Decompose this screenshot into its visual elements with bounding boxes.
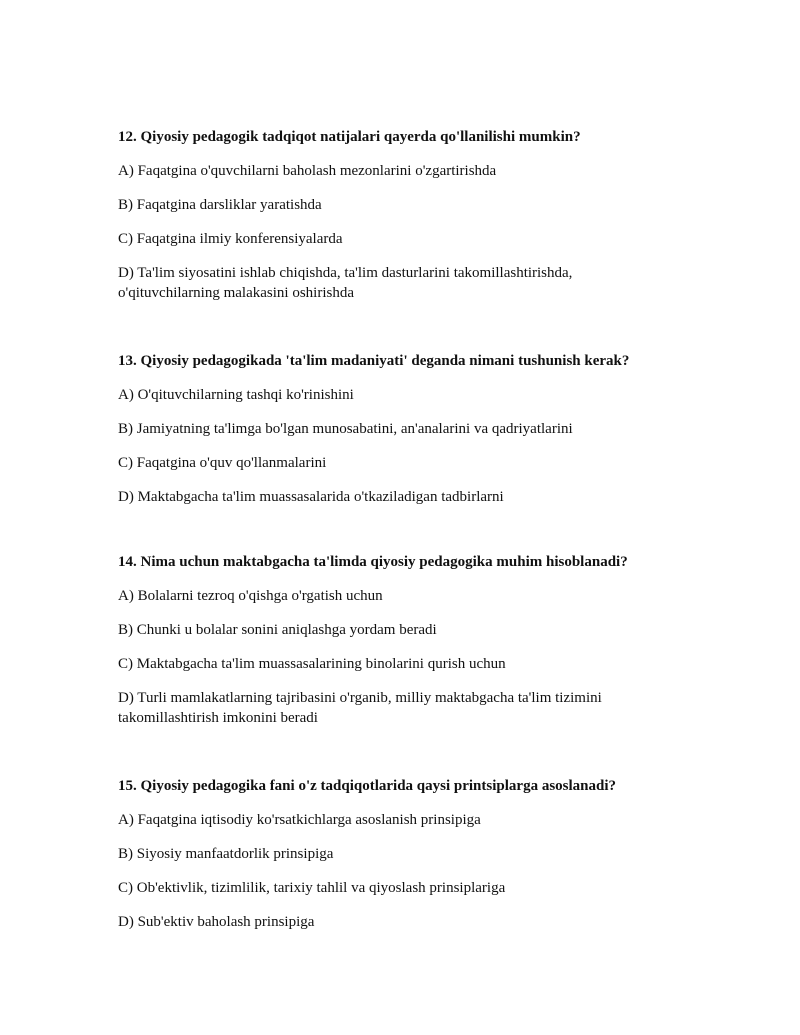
question-title: 13. Qiyosiy pedagogikada 'ta'lim madaniyati' deganda nimani tushunish kerak? (118, 353, 630, 369)
question-14 (118, 552, 678, 728)
option-d: D) Sub'ektiv baholash prinsipiga (118, 914, 315, 930)
option-a: A) Faqatgina iqtisodiy ko'rsatkichlarga asoslanish prinsipiga (118, 812, 481, 828)
question-15 (118, 776, 678, 932)
option-d: D) Turli mamlakatlarning tajribasini o'rganib, milliy maktabgacha ta'lim tizimini takomillashtirish imkonini beradi (118, 690, 602, 726)
option-b: B) Faqatgina darsliklar yaratishda (118, 197, 322, 213)
question-title: 15. Qiyosiy pedagogika fani o'z tadqiqotlarida qaysi printsiplarga asoslanadi? (118, 778, 617, 794)
option-a: A) Bolalarni tezroq o'qishga o'rgatish uchun (118, 588, 383, 604)
question-13 (118, 351, 678, 507)
question-12 (118, 127, 678, 303)
option-c: C) Ob'ektivlik, tizimlilik, tarixiy tahlil va qiyoslash prinsiplariga (118, 880, 506, 896)
option-c: C) Faqatgina o'quv qo'llanmalarini (118, 455, 327, 471)
option-b: B) Chunki u bolalar sonini aniqlashga yordam beradi (118, 622, 437, 638)
option-a: A) Faqatgina o'quvchilarni baholash mezonlarini o'zgartirishda (118, 163, 497, 179)
question-title: 12. Qiyosiy pedagogik tadqiqot natijalari qayerda qo'llanilishi mumkin? (118, 129, 581, 145)
option-a: A) O'qituvchilarning tashqi ko'rinishini (118, 387, 354, 403)
option-b: B) Jamiyatning ta'limga bo'lgan munosabatini, an'analarini va qadriyatlarini (118, 421, 573, 437)
question-title: 14. Nima uchun maktabgacha ta'limda qiyosiy pedagogika muhim hisoblanadi? (118, 554, 628, 570)
option-c: C) Maktabgacha ta'lim muassasalarining binolarini qurish uchun (118, 656, 506, 672)
option-c: C) Faqatgina ilmiy konferensiyalarda (118, 231, 343, 247)
option-b: B) Siyosiy manfaatdorlik prinsipiga (118, 846, 334, 862)
option-d: D) Ta'lim siyosatini ishlab chiqishda, ta'lim dasturlarini takomillashtirishda, o'qituvchilarning malakasini oshirishda (118, 265, 573, 301)
option-d: D) Maktabgacha ta'lim muassasalarida o'tkaziladigan tadbirlarni (118, 489, 504, 505)
